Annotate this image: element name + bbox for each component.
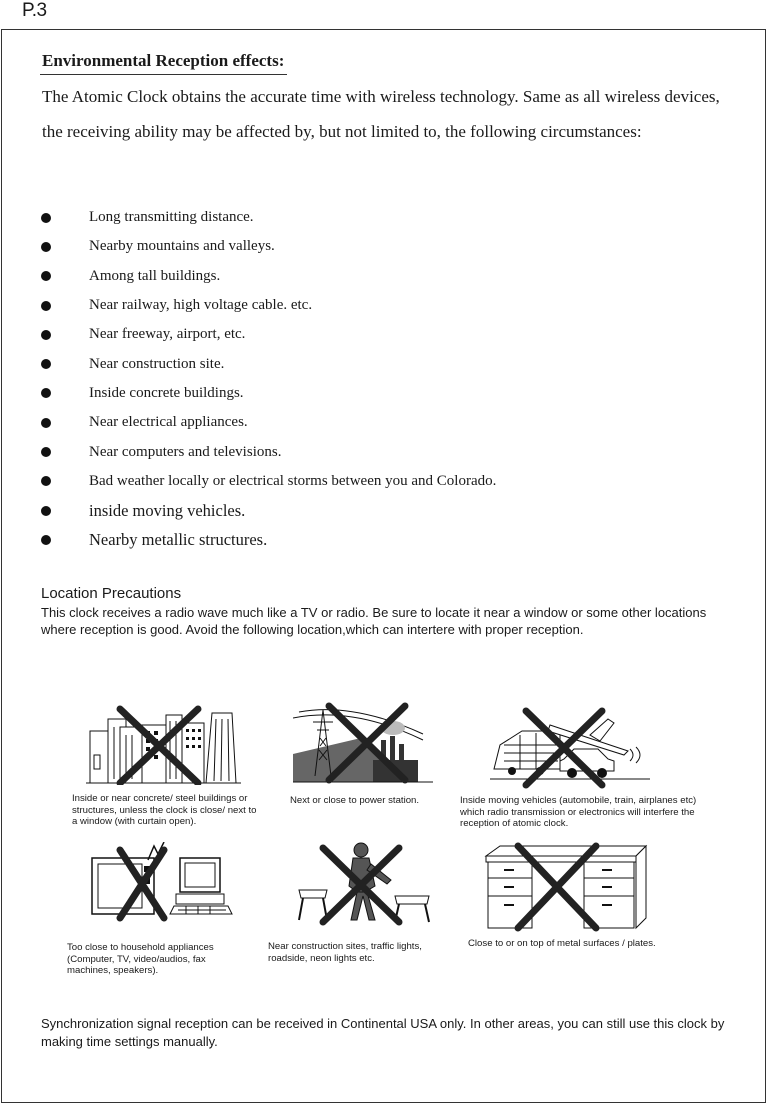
bullet-icon bbox=[41, 447, 51, 457]
list-item: inside moving vehicles. bbox=[40, 496, 496, 525]
list-item: Among tall buildings. bbox=[40, 262, 496, 291]
caption-moving-vehicles: Inside moving vehicles (automobile, train, airplanes etc) which radio transmission or electronics will interfere the reception of atomic clock. bbox=[460, 795, 697, 829]
list-item: Nearby mountains and valleys. bbox=[40, 232, 496, 261]
bullet-icon bbox=[41, 213, 51, 223]
bullet-icon bbox=[41, 242, 51, 252]
location-paragraph: This clock receives a radio wave much like a TV or radio. Be sure to locate it near a window or some other locations where reception is good. Avoid the following location,which can intertere with proper reception. bbox=[41, 605, 707, 637]
caption-household-appliances: Too close to household appliances (Computer, TV, video/audios, fax machines, speakers). bbox=[67, 942, 214, 976]
moving-vehicles-icon bbox=[490, 705, 650, 790]
caption-metal-desk: Close to or on top of metal surfaces / plates. bbox=[468, 938, 656, 949]
section-heading-location: Location Precautions bbox=[41, 585, 182, 602]
section-heading-environment: Environmental Reception effects: bbox=[40, 49, 287, 75]
construction-site-icon bbox=[295, 836, 435, 926]
list-item: Near freeway, airport, etc. bbox=[40, 320, 496, 349]
list-item: Near electrical appliances. bbox=[40, 408, 496, 437]
interference-list bbox=[40, 203, 496, 555]
page-number: P.3 bbox=[22, 0, 47, 21]
list-item: Inside concrete buildings. bbox=[40, 379, 496, 408]
list-item: Near construction site. bbox=[40, 349, 496, 378]
list-item: Long transmitting distance. bbox=[40, 203, 496, 232]
bullet-icon bbox=[41, 535, 51, 545]
household-appliances-icon bbox=[90, 842, 235, 922]
caption-construction-site: Near construction sites, traffic lights, roadside, neon lights etc. bbox=[268, 941, 422, 964]
list-item: Nearby metallic structures. bbox=[40, 525, 496, 554]
bullet-icon bbox=[41, 330, 51, 340]
intro-paragraph: The Atomic Clock obtains the accurate time with wireless technology. Same as all wireless devices, the receiving ability may be affected by, but not limited to, the following circumstances: bbox=[42, 87, 720, 141]
bullet-icon bbox=[41, 388, 51, 398]
list-item: Near computers and televisions. bbox=[40, 437, 496, 466]
caption-tall-buildings: Inside or near concrete/ steel buildings or structures, unless the clock is close/ next to a window (with curtain open). bbox=[72, 793, 257, 827]
bullet-icon bbox=[41, 301, 51, 311]
footer-note: Synchronization signal reception can be received in Continental USA only. In other areas, you can still use this clock by making time settings manually. bbox=[41, 1016, 725, 1049]
tall-buildings-icon bbox=[86, 705, 241, 785]
metal-desk-icon bbox=[480, 842, 650, 934]
caption-power-station: Next or close to power station. bbox=[290, 795, 420, 806]
bullet-icon bbox=[41, 506, 51, 516]
list-item: Near railway, high voltage cable. etc. bbox=[40, 291, 496, 320]
bullet-icon bbox=[41, 476, 51, 486]
bullet-icon bbox=[41, 359, 51, 369]
list-item: Bad weather locally or electrical storms between you and Colorado. bbox=[40, 467, 496, 496]
bullet-icon bbox=[41, 271, 51, 281]
bullet-icon bbox=[41, 418, 51, 428]
power-station-icon bbox=[293, 700, 433, 785]
